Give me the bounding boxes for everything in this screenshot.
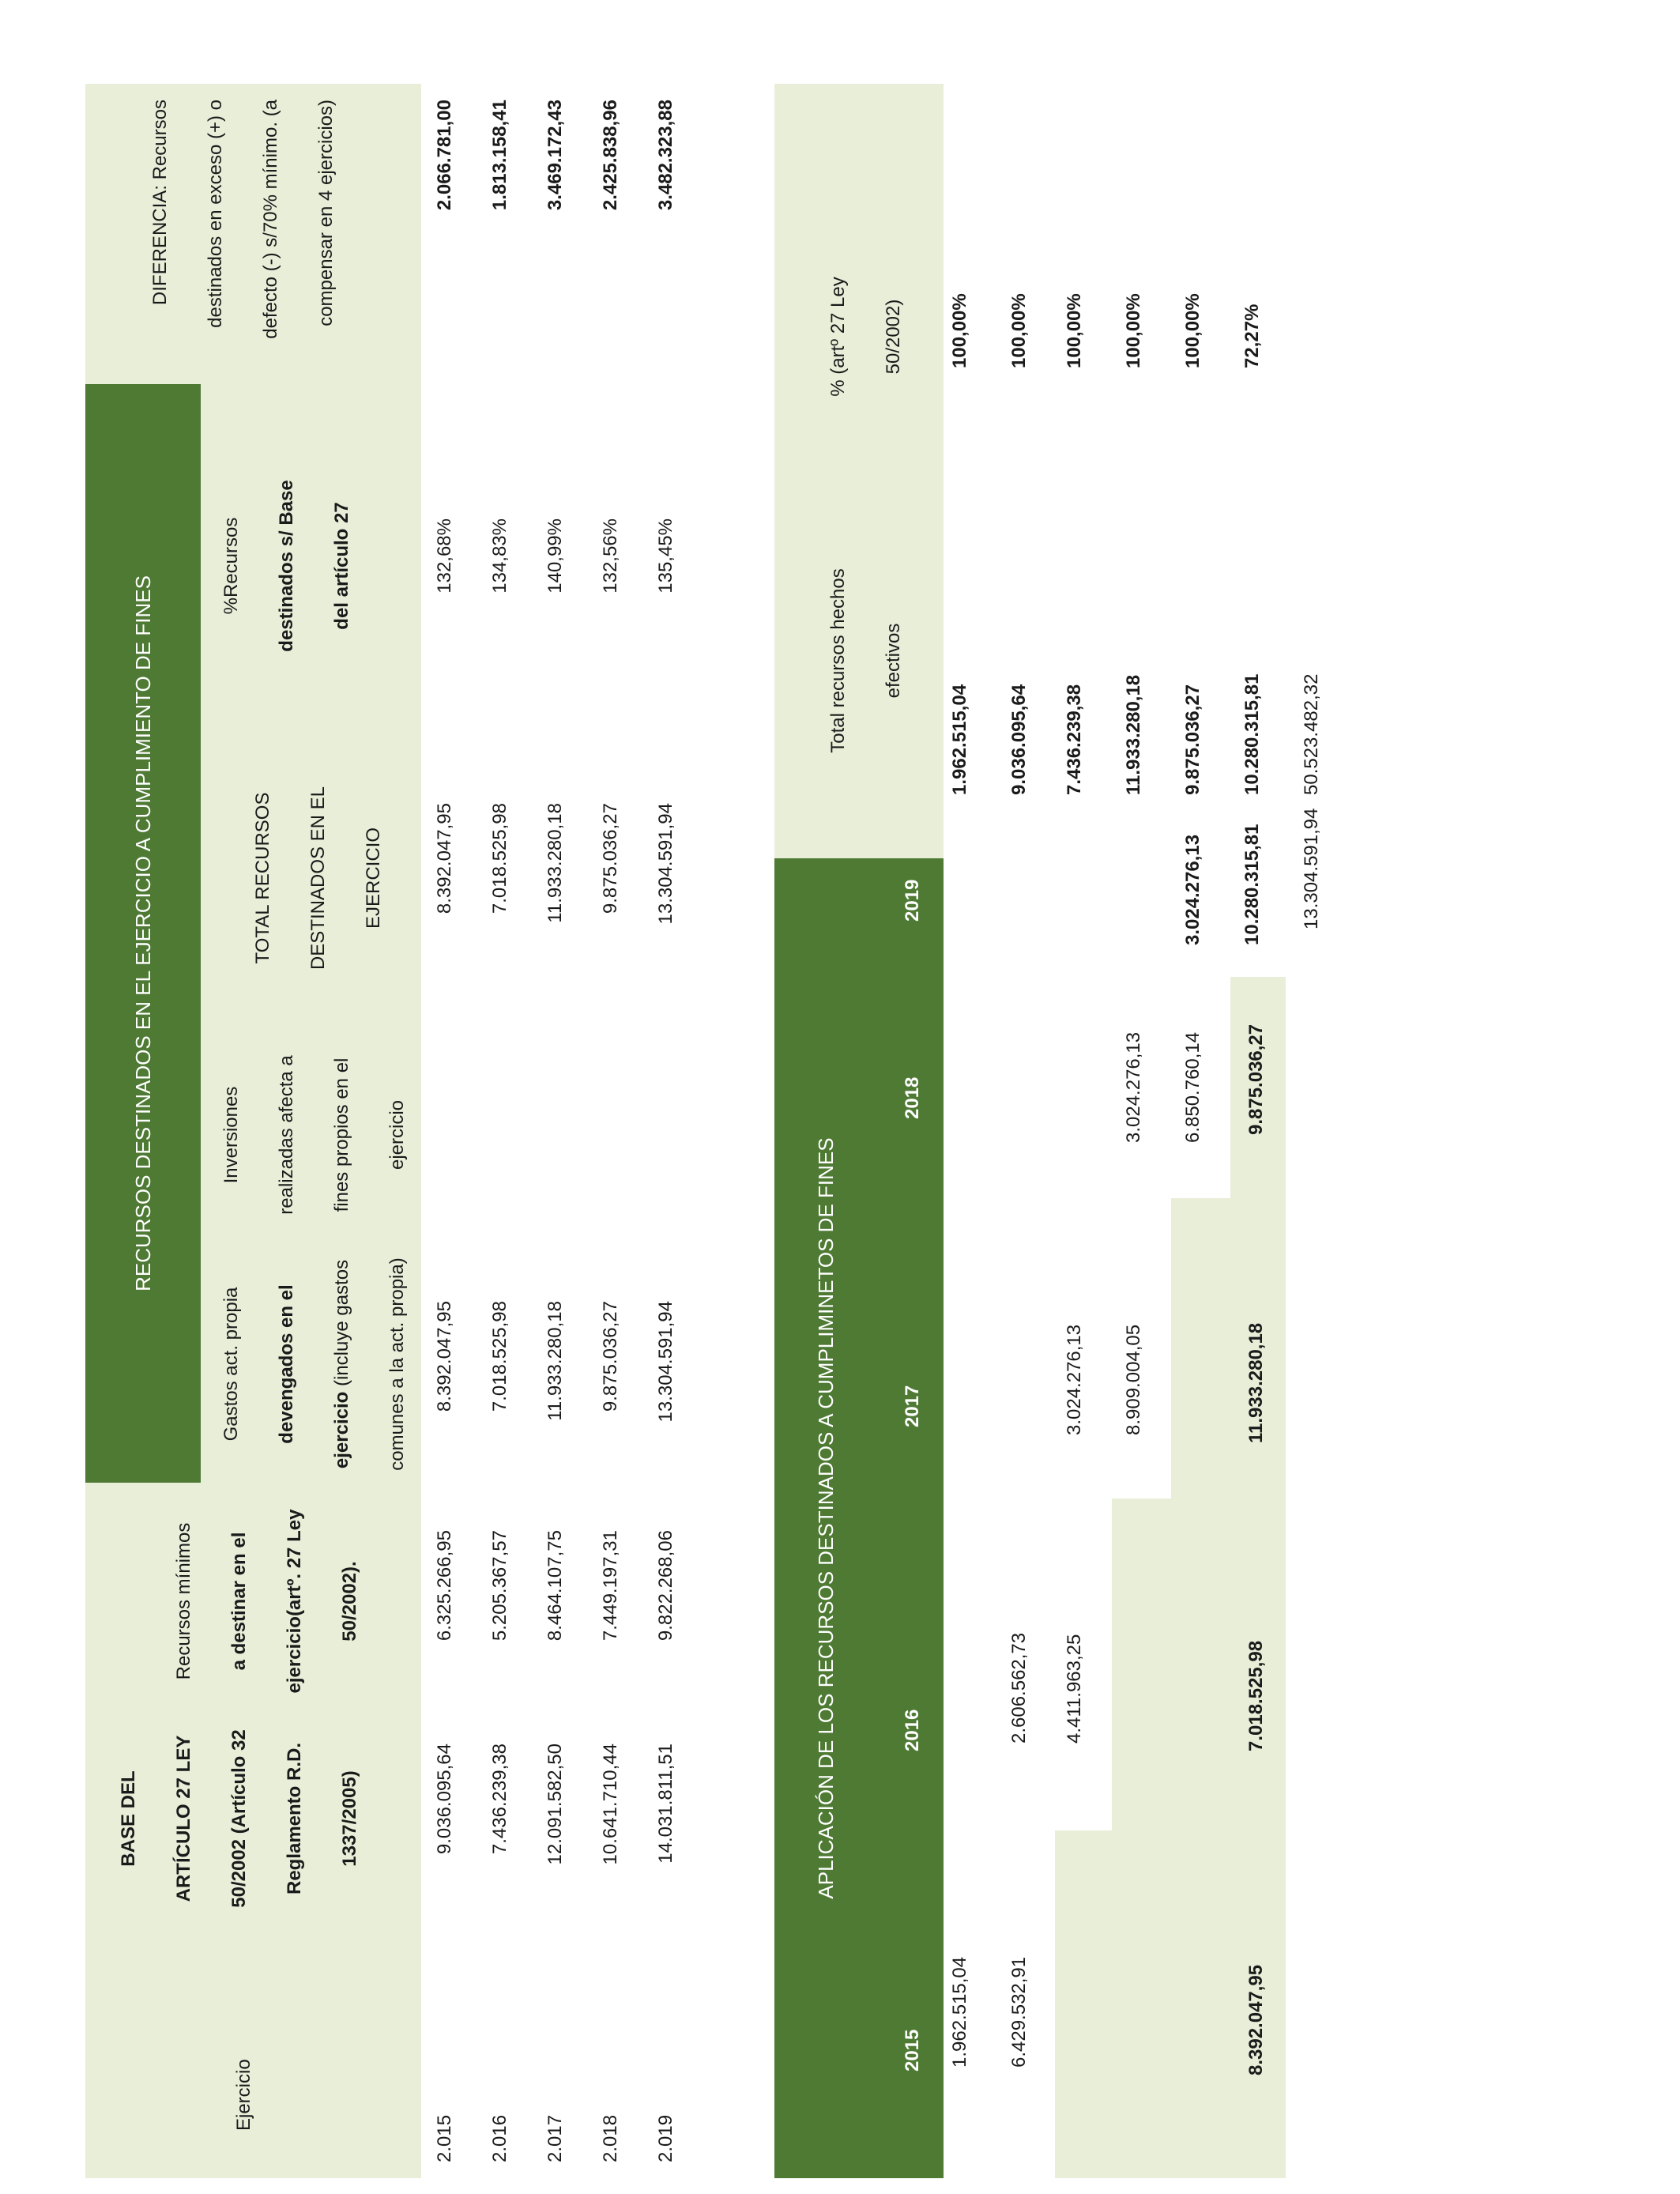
- t2-cell-total: 11.933.280,18: [1123, 674, 1144, 795]
- t1-cell-gastos: 11.933.280,18: [544, 1301, 566, 1421]
- t1-col-pct-l3: del artículo 27: [331, 502, 352, 630]
- t1-cell-diff: 3.482.323,88: [655, 100, 676, 211]
- t2-year-header-dark: [887, 858, 944, 2178]
- t1-col-gastos-l4: comunes a la act. propia): [386, 1257, 408, 1471]
- t2-total-2019: 13.304.591,94: [1301, 808, 1322, 929]
- t2-stair-2017: [1112, 1498, 1171, 2178]
- t2-year-2015: 2015: [902, 2029, 923, 2071]
- t1-cell-total: 9.875.036,27: [600, 803, 621, 914]
- t1-cell-pct: 134,83%: [489, 518, 510, 594]
- t1-cell-diff: 2.066.781,00: [434, 100, 455, 211]
- t1-col-base-l3: 50/2002 (Artículo 32: [228, 1729, 250, 1908]
- t1-cell-total: 8.392.047,95: [434, 803, 455, 914]
- t1-col-gastos-l2: devengados en el: [276, 1284, 297, 1444]
- t2-year-2017: 2017: [902, 1385, 923, 1427]
- t2-stair-2018: [1171, 1198, 1230, 2178]
- t1-col-total-l2: DESTINADOS EN EL: [307, 786, 329, 971]
- t1-col-minimos-l4: 50/2002).: [339, 1561, 360, 1642]
- t2-total-2017: 11.933.280,18: [1245, 1322, 1267, 1443]
- t2-cell: 3.024.276,13: [1182, 834, 1203, 945]
- t1-cell-pct: 132,68%: [434, 518, 455, 594]
- t2-year-2019: 2019: [902, 879, 923, 922]
- t2-year-2016: 2016: [902, 1709, 923, 1751]
- t1-col-inversiones-l2: realizadas afecta a: [276, 1055, 297, 1215]
- t1-col-base-l4: Reglamento R.D.: [284, 1742, 305, 1895]
- t2-cell: 6.850.760,14: [1182, 1031, 1203, 1143]
- t2-cell: 1.962.515,04: [949, 1956, 970, 2068]
- t1-cell-year: 2.018: [600, 2114, 621, 2162]
- t1-cell-gastos: 9.875.036,27: [600, 1301, 621, 1412]
- t1-cell-pct: 132,56%: [600, 518, 621, 594]
- t1-col-ejercicio: Ejercicio: [233, 2059, 254, 2131]
- t1-cell-pct: 135,45%: [655, 518, 676, 594]
- t2-cell: 3.024.276,13: [1064, 1324, 1085, 1435]
- t1-col-total-l1: TOTAL RECURSOS: [252, 792, 273, 964]
- t1-cell-minimos: 6.325.266,95: [434, 1530, 455, 1642]
- t1-col-base-l5: 1337/2005): [339, 1770, 360, 1867]
- t1-col-minimos-l3: ejercicio(artº. 27 Ley: [284, 1509, 305, 1694]
- t2-col-total-l2: efectivos: [883, 623, 904, 699]
- t1-cell-diff: 1.813.158,41: [489, 100, 510, 211]
- t2-cell: 6.429.532,91: [1008, 1956, 1030, 2068]
- t1-cell-minimos: 7.449.197,31: [600, 1530, 621, 1642]
- t1-cell-year: 2.017: [544, 2114, 566, 2162]
- t2-cell-pct: 100,00%: [1123, 293, 1144, 368]
- t1-cell-diff: 3.469.172,43: [544, 100, 566, 211]
- t1-cell-base: 12.091.582,50: [544, 1744, 566, 1865]
- t2-col-total-l1: Total recursos hechos: [827, 568, 849, 753]
- t2-cell: 4.411.963,25: [1064, 1634, 1085, 1744]
- t1-cell-pct: 140,99%: [544, 518, 566, 594]
- t1-cell-base: 9.036.095,64: [434, 1744, 455, 1855]
- t2-col-pct-l1: % (artº 27 Ley: [827, 277, 849, 397]
- t1-cell-base: 14.031.811,51: [655, 1744, 676, 1864]
- t1-col-diff-l1: DIFERENCIA: Recursos: [149, 100, 171, 306]
- t1-col-minimos-l1: Recursos mínimos: [173, 1522, 194, 1680]
- t1-col-base-l2: ARTÍCULO 27 LEY: [173, 1735, 194, 1902]
- t1-col-pct-l2: destinados s/ Base: [276, 480, 297, 652]
- t1-col-base-l1: BASE DEL: [118, 1770, 139, 1867]
- t1-col-gastos-l3b: (incluye gastos: [331, 1259, 352, 1392]
- t1-cell-gastos: 8.392.047,95: [434, 1301, 455, 1412]
- t2-cell: 3.024.276,13: [1123, 1031, 1144, 1143]
- t1-col-inversiones-l1: Inversiones: [220, 1086, 242, 1184]
- t1-col-inversiones-l4: ejercicio: [386, 1099, 408, 1171]
- t2-cell: 10.280.315,81: [1241, 824, 1263, 945]
- t2-total-2016: 7.018.525,98: [1245, 1640, 1267, 1751]
- t2-cell: 8.909.004,05: [1123, 1324, 1144, 1435]
- t1-cell-minimos: 5.205.367,57: [489, 1530, 510, 1642]
- t1-cell-year: 2.015: [434, 2114, 455, 2162]
- t1-cell-gastos: 13.304.591,94: [655, 1301, 676, 1423]
- t1-col-minimos-l2: a destinar en el: [228, 1532, 250, 1671]
- t1-col-diff-l2: destinados en exceso (+) o: [205, 100, 226, 328]
- t2-year-2018: 2018: [902, 1076, 923, 1119]
- t2-cell: 2.606.562,73: [1008, 1632, 1030, 1744]
- t2-cell-total: 1.962.515,04: [949, 684, 970, 795]
- t1-cell-gastos: 7.018.525,98: [489, 1301, 510, 1412]
- t2-col-pct-l2: 50/2002): [883, 299, 904, 375]
- t2-cell-pct: 100,00%: [949, 293, 970, 368]
- t1-cell-total: 11.933.280,18: [544, 803, 566, 923]
- t1-cell-total: 13.304.591,94: [655, 803, 676, 925]
- t1-cell-minimos: 8.464.107,75: [544, 1530, 566, 1642]
- t2-total-2015: 8.392.047,95: [1245, 1964, 1267, 2075]
- t1-cell-year: 2.019: [655, 2114, 676, 2162]
- t2-cell-total: 7.436.239,38: [1064, 684, 1085, 795]
- t1-banner-title: RECURSOS DESTINADOS EN EL EJERCICIO A CUMPLIMIENTO DE FINES: [131, 575, 155, 1291]
- t1-cell-total: 7.018.525,98: [489, 803, 510, 914]
- t1-col-gastos-l3: [330, 1238, 354, 1491]
- t1-col-gastos-l1: Gastos act. propia: [220, 1287, 242, 1442]
- t2-cell-total: 9.875.036,27: [1182, 684, 1203, 795]
- t1-col-diff-l4: compensar en 4 ejercicios): [315, 100, 337, 326]
- t2-total-2018: 9.875.036,27: [1245, 1023, 1267, 1135]
- t2-cell-total: 10.280.315,81: [1241, 673, 1263, 795]
- t1-cell-base: 7.436.239,38: [489, 1744, 510, 1855]
- t1-cell-minimos: 9.822.268,06: [655, 1530, 676, 1642]
- t2-cell-pct: 100,00%: [1064, 293, 1085, 368]
- t2-total-all: 50.523.482,32: [1301, 673, 1322, 795]
- t1-cell-base: 10.641.710,44: [600, 1744, 621, 1865]
- t2-banner-title: APLICACIÓN DE LOS RECURSOS DESTINADOS A CUMPLIMINETOS DE FINES: [814, 1137, 838, 1899]
- t2-cell-pct: 100,00%: [1182, 293, 1203, 368]
- t1-col-inversiones-l3: fines propios en el: [331, 1057, 352, 1212]
- t1-col-pct-l1: %Recursos: [220, 517, 242, 615]
- t1-col-total-l3: EJERCICIO: [363, 827, 384, 929]
- t2-cell-pct: 72,27%: [1241, 303, 1263, 368]
- t1-cell-year: 2.016: [489, 2114, 510, 2162]
- t2-cell-total: 9.036.095,64: [1008, 684, 1030, 795]
- t2-cell-pct: 100,00%: [1008, 293, 1030, 368]
- t1-cell-diff: 2.425.838,96: [600, 100, 621, 211]
- t1-col-gastos-l3a: ejercicio: [331, 1391, 352, 1469]
- t1-col-diff-l3: defecto (-) s/70% mínimo. (a: [260, 100, 281, 339]
- t2-stair-2016: [1055, 1830, 1112, 2178]
